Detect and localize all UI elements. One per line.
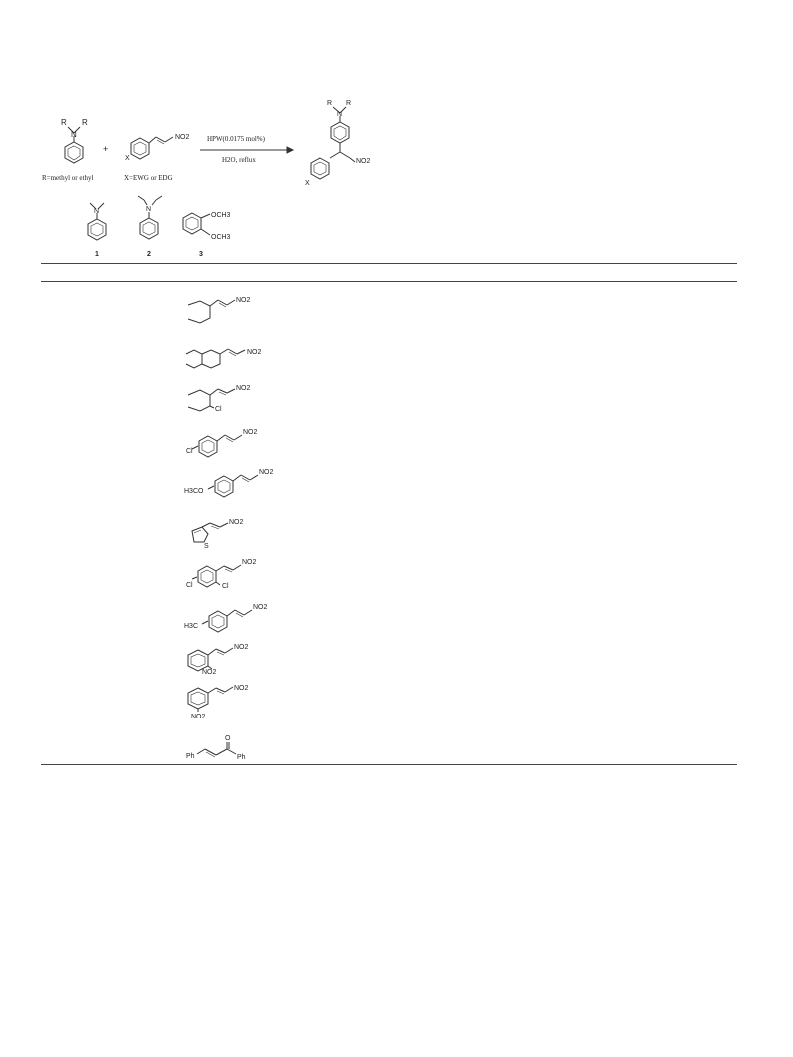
table-row-structure (180, 342, 300, 382)
donor-1-number: 1 (95, 251, 99, 258)
nitrostyrene-no2-label: NO2 (175, 134, 190, 141)
donor-2-structure (138, 196, 162, 239)
row-4-no2: NO2 (243, 429, 258, 436)
row-11-ph-left: Ph (186, 753, 195, 760)
catalyst-label: HPW(0.0175 mol%) (207, 135, 265, 143)
amine-n-label: N (71, 130, 77, 139)
table-bottom-rule (41, 764, 737, 765)
table-row-structure (180, 638, 300, 678)
row-3-no2: NO2 (236, 385, 251, 392)
row-5-h3co: H3CO (184, 488, 204, 495)
amine-r1-label: R (61, 118, 67, 127)
product-structure (311, 107, 355, 179)
row-10-no2-ring: NO2 (191, 714, 206, 718)
product-r2-label: R (346, 100, 352, 107)
donor-3-och3-top: OCH3 (211, 212, 231, 219)
amine-r2-label: R (82, 118, 88, 127)
row-11-ph-right: Ph (237, 754, 246, 761)
table-row-structure (180, 462, 300, 502)
donor-2-number: 2 (147, 251, 151, 258)
row-3-cl: Cl (215, 406, 222, 413)
row-6-s: S (204, 543, 209, 550)
reaction-scheme (0, 0, 793, 265)
table-row-structure (180, 292, 300, 332)
nitrostyrene-caption: X=EWG or EDG (124, 174, 173, 182)
donor-3-structure (183, 213, 210, 235)
product-r1-label: R (327, 100, 333, 107)
table-row-structure (180, 678, 300, 718)
product-n-label: N (337, 111, 343, 118)
row-7-no2: NO2 (242, 559, 257, 566)
table-row-structure (180, 512, 300, 552)
nitrostyrene-reactant (131, 137, 173, 159)
row-9-no2-chain: NO2 (234, 644, 249, 651)
table-row-structure (180, 597, 300, 637)
table-row-structure (180, 380, 300, 420)
donor-2-n-label: N (146, 206, 152, 213)
table-row-structure (180, 728, 300, 768)
table-row-structure (180, 553, 300, 593)
plus-sign: + (103, 144, 109, 154)
product-no2-label: NO2 (356, 158, 371, 165)
table-header-rule (41, 281, 737, 282)
row-6-no2: NO2 (229, 519, 244, 526)
table-top-rule (41, 263, 737, 264)
row-4-cl: Cl (186, 448, 193, 455)
row-7-cl-left: Cl (186, 582, 193, 589)
row-10-no2-chain: NO2 (234, 685, 249, 692)
nitrostyrene-x-label: X (125, 155, 130, 162)
row-8-no2: NO2 (253, 604, 268, 611)
amine-caption: R=methyl or ethyl (42, 174, 94, 182)
row-8-h3c: H3C (184, 623, 199, 630)
donor-1-n-label: N (94, 208, 100, 215)
reaction-arrow (200, 147, 293, 153)
row-7-cl-right: Cl (222, 583, 229, 590)
conditions-label: H2O, reflux (222, 156, 256, 164)
row-9-no2-ring: NO2 (202, 669, 217, 676)
row-11-o: O (225, 735, 231, 742)
donor-3-number: 3 (199, 251, 203, 258)
table-row-structure (180, 422, 300, 462)
row-2-no2: NO2 (247, 349, 262, 356)
row-1-no2: NO2 (236, 297, 251, 304)
product-x-label: X (305, 180, 310, 187)
donor-3-och3-bottom: OCH3 (211, 234, 231, 241)
row-5-no2: NO2 (259, 469, 274, 476)
